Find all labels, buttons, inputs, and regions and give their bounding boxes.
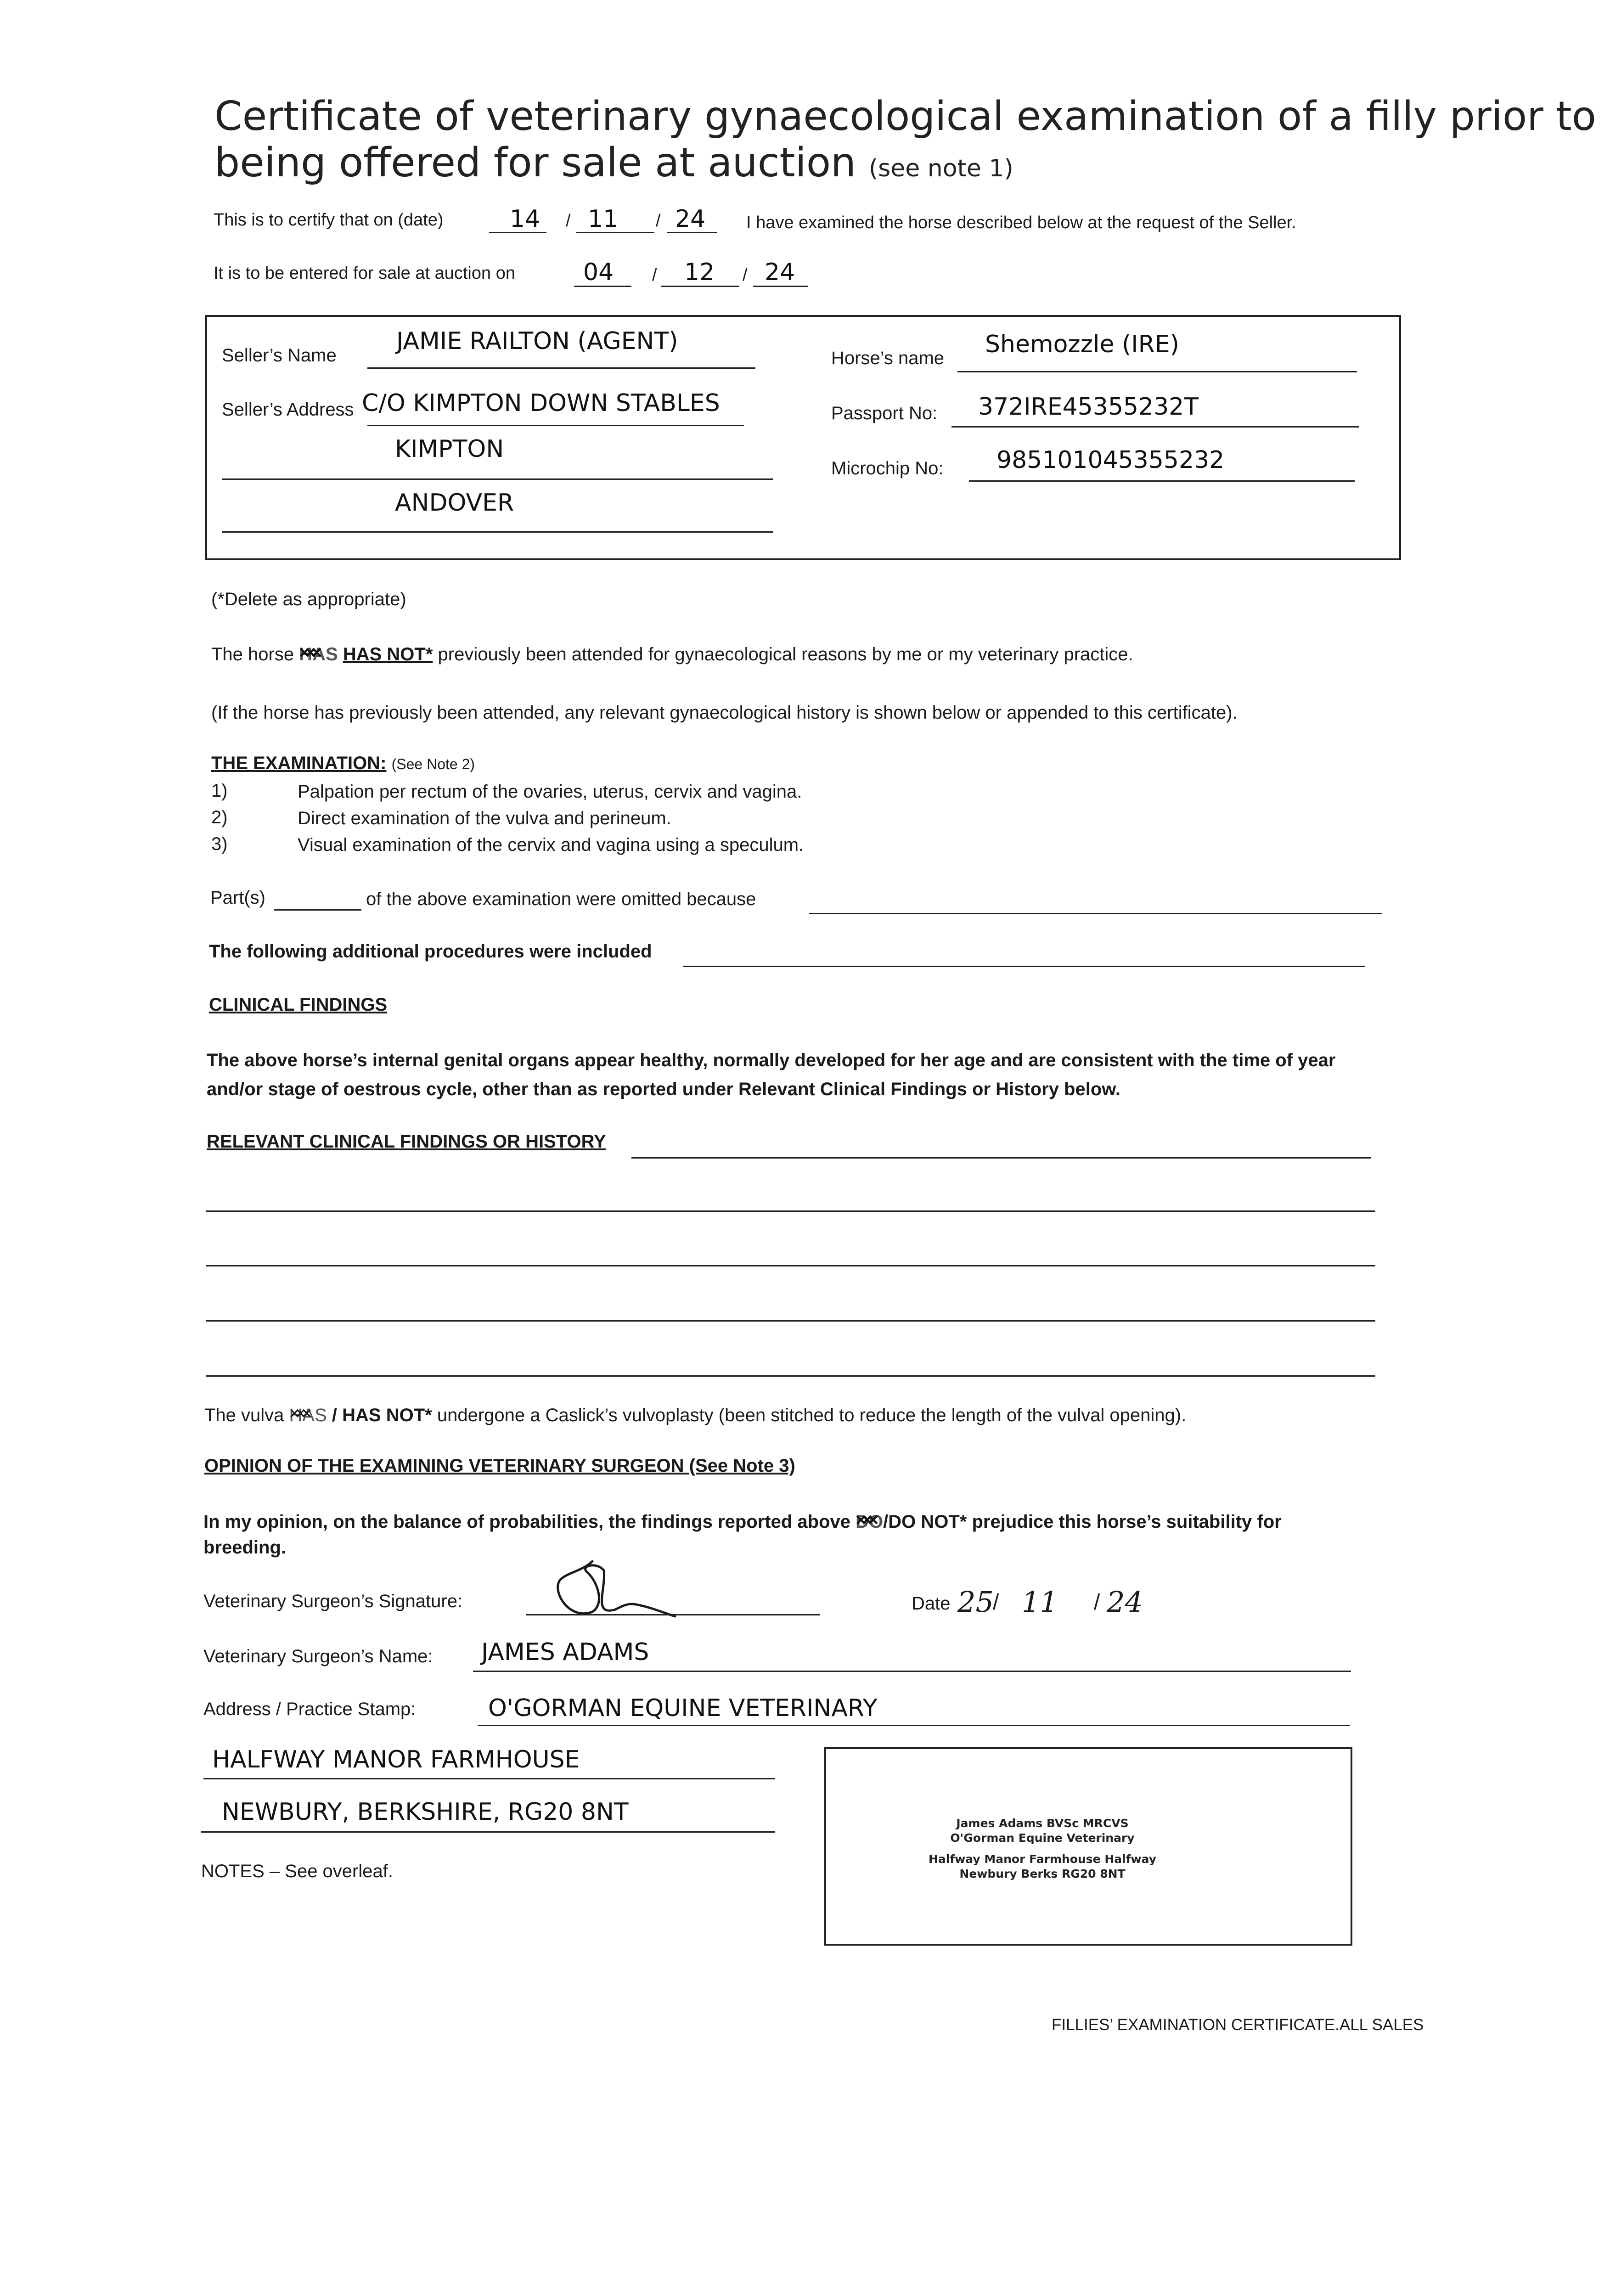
address-line3-rule [201,1831,775,1833]
examination-heading-row [211,753,475,774]
microchip-label: Microchip No: [831,458,944,478]
page-title-line2-text: being offered for sale at auction [214,139,856,186]
surgeon-name-label: Veterinary Surgeon’s Name: [203,1646,433,1666]
clinical-findings-heading: CLINICAL FINDINGS [209,995,388,1015]
certify-prefix: This is to certify that on (date) [214,210,444,230]
horse-name[interactable]: Shemozzle (IRE) [985,331,1179,358]
vulva-prefix: The vulva [204,1405,284,1425]
relevant-findings-line-0[interactable] [631,1157,1371,1159]
stamp-line2: O'Gorman Equine Veterinary [950,1831,1135,1845]
notes-text: NOTES – See overleaf. [201,1861,393,1881]
practice-stamp [886,1816,1199,1881]
microchip-line [969,480,1355,482]
address-line2-rule [203,1778,775,1779]
certify-suffix: I have examined the horse described below at the request of the Seller. [746,213,1296,232]
auction-prefix: It is to be entered for sale at auction on [214,264,515,283]
microchip-number[interactable]: 985101045355232 [996,446,1225,474]
page-title-line1: Certificate of veterinary gynaecological examination of a filly prior to [214,93,1596,140]
passport-label: Passport No: [831,403,938,423]
certify-year[interactable]: 24 [675,205,706,233]
exam-item-2-num: 2) [211,807,228,827]
attended-struck-option[interactable]: HAS ××× [299,644,338,665]
auction-slash-2: / [743,265,748,285]
seller-name[interactable]: JAMIE RAILTON (AGENT) [396,327,678,355]
vulva-selected-option[interactable]: / HAS NOT* [332,1405,432,1425]
horse-name-label: Horse’s name [831,348,945,368]
opinion-struck-option[interactable]: DO ××× [856,1512,883,1532]
clinical-findings-line2: and/or stage of oestrous cycle, other than as reported under Relevant Clinical Findings or History below. [207,1079,1121,1099]
signature-date-month[interactable]: 11 [1022,1585,1058,1619]
address-line3[interactable]: NEWBURY, BERKSHIRE, RG20 8NT [222,1798,629,1826]
horse-name-line [957,371,1357,372]
attended-prefix: The horse [211,644,294,664]
seller-name-label: Seller’s Name [222,345,337,366]
vulva-suffix: undergone a Caslick’s vulvoplasty (been stitched to reduce the length of the vulval opening). [437,1405,1187,1425]
seller-name-line [367,367,755,369]
delete-note: (*Delete as appropriate) [211,589,406,609]
clinical-findings-line1: The above horse’s internal genital organs appear healthy, normally developed for her age and are consistent with the time of year [207,1050,1336,1070]
seller-address-line2-rule [222,478,773,480]
auction-year[interactable]: 24 [765,259,795,286]
exam-item-3-text: Visual examination of the cervix and vagina using a speculum. [298,835,804,855]
signature-date-year[interactable]: 24 [1107,1585,1143,1619]
exam-item-1-num: 1) [211,781,228,801]
additional-procedures-line[interactable] [683,966,1365,967]
seller-address-line1-rule [367,425,744,426]
omitted-suffix: of the above examination were omitted because [366,889,756,909]
address-line1-rule [478,1725,1350,1726]
address-label: Address / Practice Stamp: [203,1699,416,1719]
certify-day[interactable]: 14 [510,205,540,233]
attended-selected-option[interactable]: HAS NOT* [343,644,433,664]
footer-label: FILLIES’ EXAMINATION CERTIFICATE.ALL SALES [1052,2016,1424,2034]
signature-date-day[interactable]: 25 [957,1585,994,1619]
signature-line[interactable] [526,1614,820,1615]
passport-line [951,426,1359,428]
vulva-statement [204,1405,1186,1426]
address-line1[interactable]: O'GORMAN EQUINE VETERINARY [488,1694,878,1722]
attended-suffix: previously been attended for gynaecological reasons by me or my veterinary practice. [438,644,1133,664]
opinion-line1-suffix: /DO NOT* prejudice this horse’s suitability for [883,1512,1282,1532]
exam-item-2-text: Direct examination of the vulva and perineum. [298,808,671,828]
relevant-findings-line-2[interactable] [206,1265,1375,1266]
omitted-prefix: Part(s) [210,888,265,908]
surgeon-name-line [473,1671,1351,1672]
signature-label: Veterinary Surgeon’s Signature: [203,1591,463,1611]
history-note: (If the horse has previously been attended, any relevant gynaecological history is shown below or appended to this certificate). [211,703,1238,723]
additional-procedures-label: The following additional procedures were included [209,941,652,962]
seller-address-label: Seller’s Address [222,400,354,420]
seller-address-line1[interactable]: C/O KIMPTON DOWN STABLES [362,389,720,417]
relevant-findings-heading: RELEVANT CLINICAL FINDINGS OR HISTORY [207,1131,606,1152]
omitted-reason-line[interactable] [809,913,1382,914]
examination-heading: THE EXAMINATION: [211,753,387,773]
relevant-findings-line-1[interactable] [206,1210,1375,1212]
seller-address-line2[interactable]: KIMPTON [395,435,504,463]
relevant-findings-line-4[interactable] [206,1375,1375,1377]
stamp-line3: Halfway Manor Farmhouse Halfway [928,1852,1157,1866]
seller-horse-box [205,315,1401,560]
signature-date-label: Date [912,1593,951,1614]
relevant-findings-line-3[interactable] [206,1320,1375,1322]
auction-month[interactable]: 12 [684,259,715,286]
stamp-line4: Newbury Berks RG20 8NT [959,1867,1126,1880]
exam-item-1-text: Palpation per rectum of the ovaries, uterus, cervix and vagina. [298,782,802,802]
opinion-heading: OPINION OF THE EXAMINING VETERINARY SURGEON (See Note 3) [204,1456,795,1476]
omitted-parts-line[interactable] [274,909,361,911]
seller-address-line3[interactable]: ANDOVER [395,489,514,517]
seller-address-line3-rule [222,531,773,533]
opinion-line1-prefix: In my opinion, on the balance of probabilities, the findings reported above [203,1512,851,1532]
signature-date-slash-2: / [1094,1590,1100,1615]
exam-item-3-num: 3) [211,834,228,854]
signature-image [524,1552,698,1630]
title-note: (see note 1) [868,155,1013,182]
address-line2[interactable]: HALFWAY MANOR FARMHOUSE [212,1746,580,1773]
examination-note: (See Note 2) [391,756,475,772]
vulva-struck-option[interactable]: HAS ××× [289,1405,327,1426]
auction-day[interactable]: 04 [583,259,614,286]
page-title-line2 [214,139,1013,186]
certify-slash-2: / [656,211,661,231]
certify-month[interactable]: 11 [588,205,619,233]
surgeon-name[interactable]: JAMES ADAMS [481,1638,649,1666]
signature-date-slash-1: / [993,1590,999,1615]
stamp-line1: James Adams BVSc MRCVS [956,1817,1129,1830]
attended-statement [211,644,1133,665]
opinion-line1 [203,1512,1282,1532]
certify-slash-1: / [566,211,571,231]
auction-slash-1: / [652,265,657,285]
opinion-line2: breeding. [203,1537,287,1558]
passport-number[interactable]: 372IRE45355232T [978,393,1199,421]
